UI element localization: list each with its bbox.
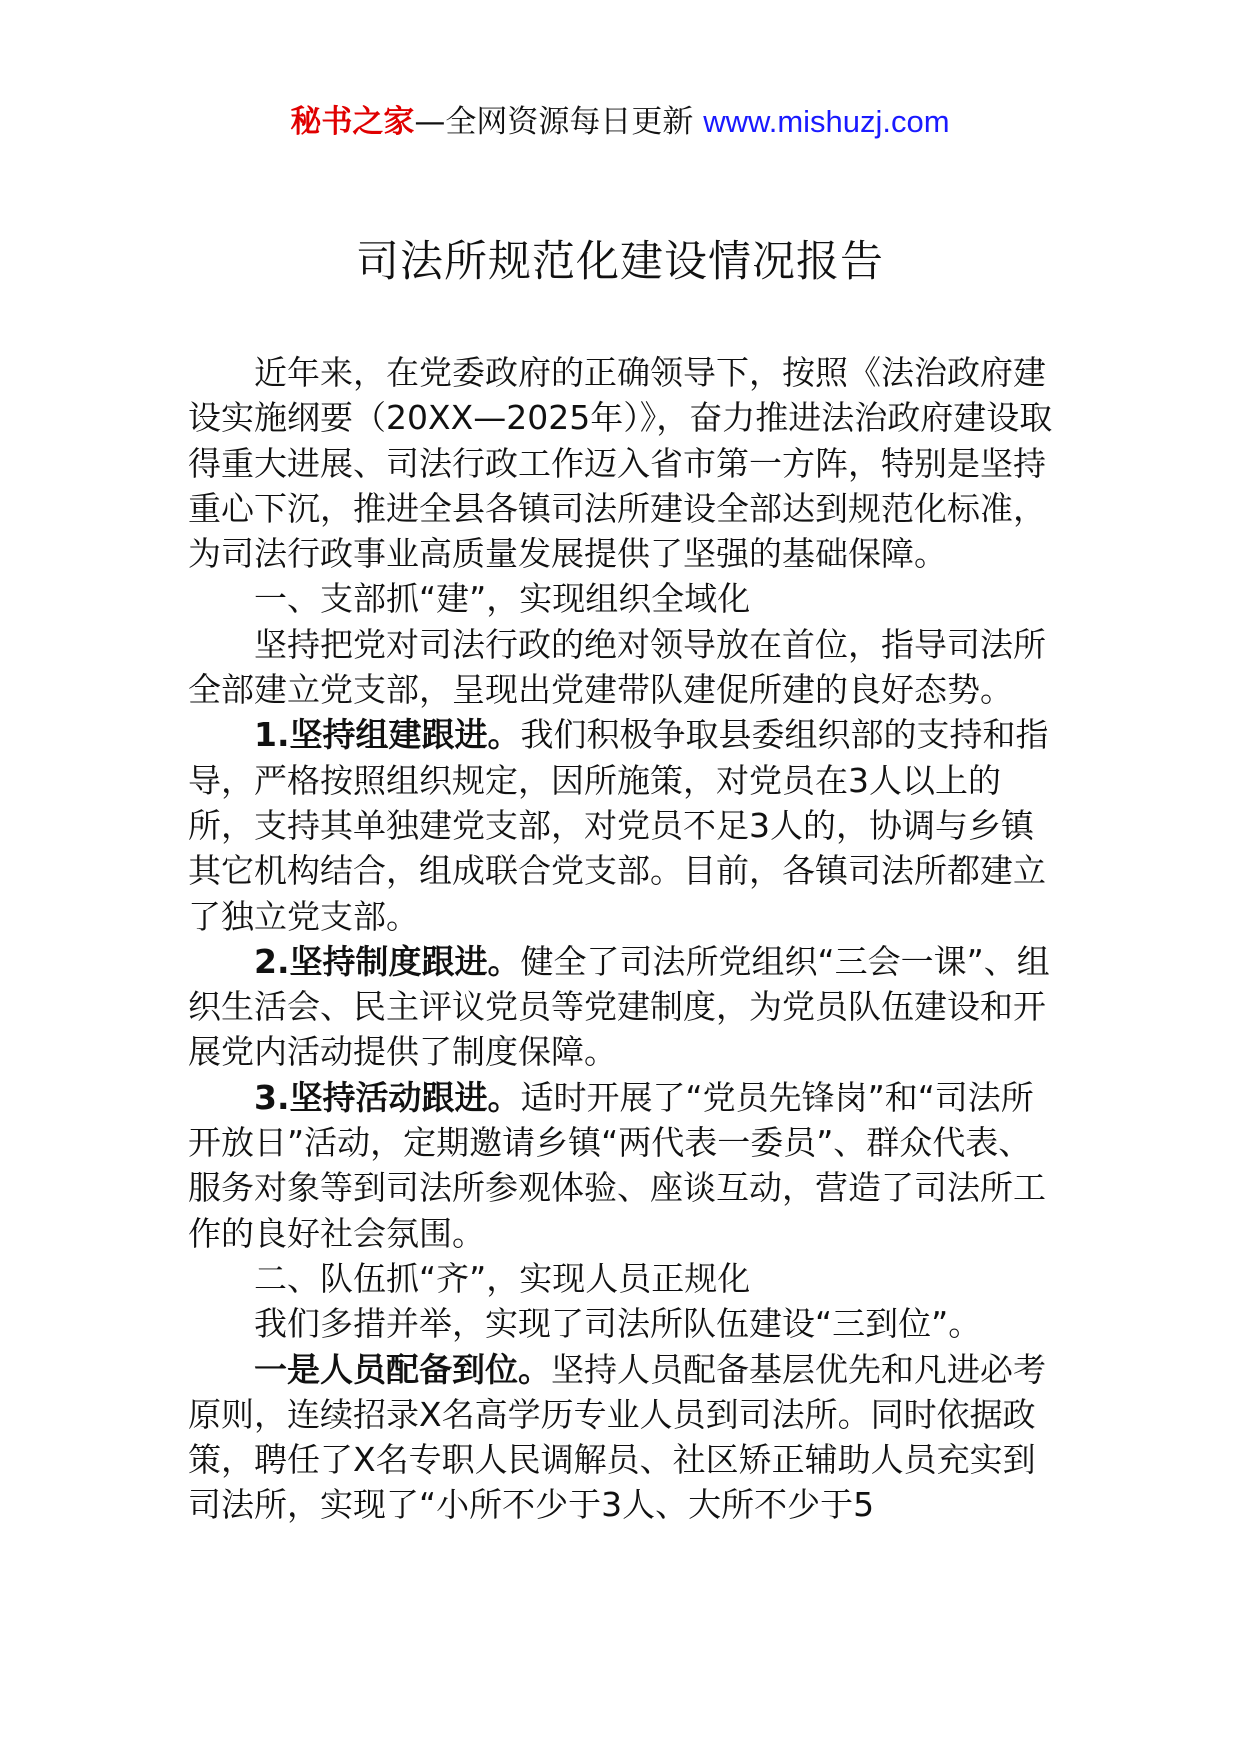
- item-2-body: 健全了司法所党组织“三会一课”、组织生活会、民主评议党员等党建制度，为党员队伍建设和开展党内活动提供了制度保障。: [188, 941, 1050, 1072]
- site-url[interactable]: www.mishuzj.com: [703, 104, 950, 139]
- brand-name: 秘书之家: [290, 104, 415, 140]
- item-1-paragraph: [188, 712, 1058, 938]
- section-2-heading: 二、队伍抓“齐”，实现人员正规化: [254, 1258, 751, 1298]
- section-1-paragraph: 坚持把党对司法行政的绝对领导放在首位，指导司法所全部建立党支部，呈现出党建带队建促所建的良好态势。: [188, 624, 1046, 710]
- item-2-paragraph: [188, 939, 1058, 1075]
- item-4-body: 坚持人员配备基层优先和凡进必考原则，连续招录X名高学历专业人员到司法所。同时依据政策，聘任了X名专职人民调解员、社区矫正辅助人员充实到司法所，实现了“小所不少于3人、大所不少于5: [188, 1349, 1046, 1525]
- item-3-body: 适时开展了“党员先锋岗”和“司法所开放日”活动，定期邀请乡镇“两代表一委员”、群众代表、服务对象等到司法所参观体验、座谈互动，营造了司法所工作的良好社会氛围。: [188, 1077, 1046, 1253]
- item-3-paragraph: [188, 1075, 1058, 1256]
- item-4-paragraph: [188, 1347, 1058, 1528]
- intro-paragraph: 近年来，在党委政府的正确领导下，按照《法治政府建设实施纲要（20XX—2025年）》，奋力推进法治政府建设取得重大进展、司法行政工作迈入省市第一方阵，特别是坚持重心下沉，推进全县各镇司法所建设全部达到规范化标准，为司法行政事业高质量发展提供了坚强的基础保障。: [188, 353, 1053, 574]
- header-tagline: —全网资源每日更新: [414, 104, 704, 140]
- item-4-lead: 一是人员配备到位。: [254, 1349, 551, 1389]
- section-1-heading: 一、支部抓“建”，实现组织全域化: [254, 579, 751, 619]
- section-2-paragraph: 我们多措并举，实现了司法所队伍建设“三到位”。: [254, 1304, 982, 1344]
- item-2-lead: 2.坚持制度跟进。: [254, 941, 521, 981]
- document-body: [188, 350, 1058, 1528]
- item-1-body: 我们积极争取县委组织部的支持和指导，严格按照组织规定，因所施策，对党员在3人以上的所，支持其单独建党支部，对党员不足3人的，协调与乡镇其它机构结合，组成联合党支部。目前，各镇司法所都建立了独立党支部。: [188, 715, 1049, 936]
- item-1-lead: 1.坚持组建跟进。: [254, 715, 521, 755]
- site-header: [0, 100, 1240, 144]
- item-3-lead: 3.坚持活动跟进。: [254, 1077, 521, 1117]
- document-title: 司法所规范化建设情况报告: [356, 237, 884, 287]
